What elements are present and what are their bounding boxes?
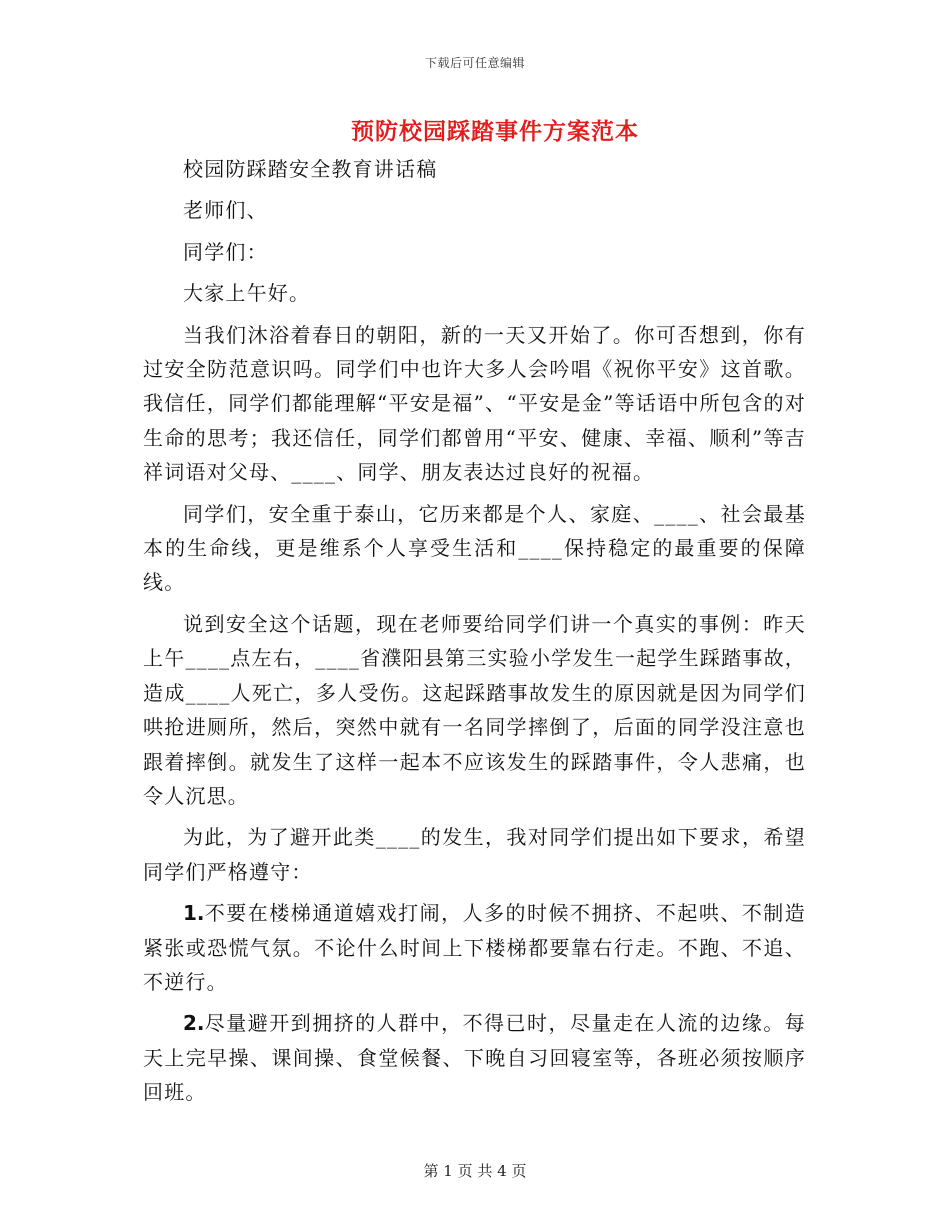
salutation-teachers: 老师们、 (183, 198, 268, 223)
rule-text: 尽量避开到拥挤的人群中，不得已时，尽量走在人流的边缘。每天上完早操、课间操、食堂候餐、下晚自习回寝室等，各班必须按顺序回班。 (143, 1011, 806, 1105)
paragraph: 同学们，安全重于泰山，它历来都是个人、家庭、____、社会最基本的生命线，更是维系个人享受生活和____保持稳定的最重要的保障线。 (143, 501, 806, 595)
page-number: 第 1 页 共 4 页 (423, 1162, 527, 1180)
rule-item (143, 1006, 806, 1109)
document-body (143, 152, 806, 1110)
header-note: 下载后可任意编辑 (424, 56, 525, 70)
greeting: 大家上午好。 (183, 281, 311, 306)
paragraph: 为此，为了避开此类____的发生，我对同学们提出如下要求，希望同学们严格遵守： (143, 825, 806, 884)
paragraph: 当我们沐浴着春日的朝阳，新的一天又开始了。你可否想到，你有过安全防范意识吗。同学们中也许大多人会吟唱《祝你平安》这首歌。我信任，同学们都能理解“平安是福”、“平安是金”等话语中所包含的对生命的思考；我还信任，同学们都曾用“平安、健康、幸福、顺利”等吉祥词语对父母、____、同学、朋友表达过良好的祝福。 (143, 322, 806, 485)
rule-text: 不要在楼梯通道嬉戏打闹，人多的时候不拥挤、不起哄、不制造紧张或恐慌气氛。不论什么时间上下楼梯都要靠右行走。不跑、不追、不逆行。 (143, 901, 806, 994)
subtitle: 校园防踩踏安全教育讲话稿 (183, 157, 438, 181)
paragraph: 说到安全这个话题，现在老师要给同学们讲一个真实的事例：昨天上午____点左右，____省濮阳县第三实验小学发生一起学生踩踏事故，造成____人死亡，多人受伤。这起踩踏事故发生的原因就是因为同学们哄抢进厕所，然后，突然中就有一名同学摔倒了，后面的同学没注意也跟着摔倒。就发生了这样一起本不应该发生的踩踏事件，令人悲痛，也令人沉思。 (143, 611, 806, 808)
rule-number: 1. (183, 901, 205, 926)
salutation-students: 同学们： (183, 239, 268, 264)
rule-item (143, 896, 806, 999)
rule-number: 2. (183, 1011, 205, 1036)
document-title: 预防校园踩踏事件方案范本 (351, 118, 639, 145)
